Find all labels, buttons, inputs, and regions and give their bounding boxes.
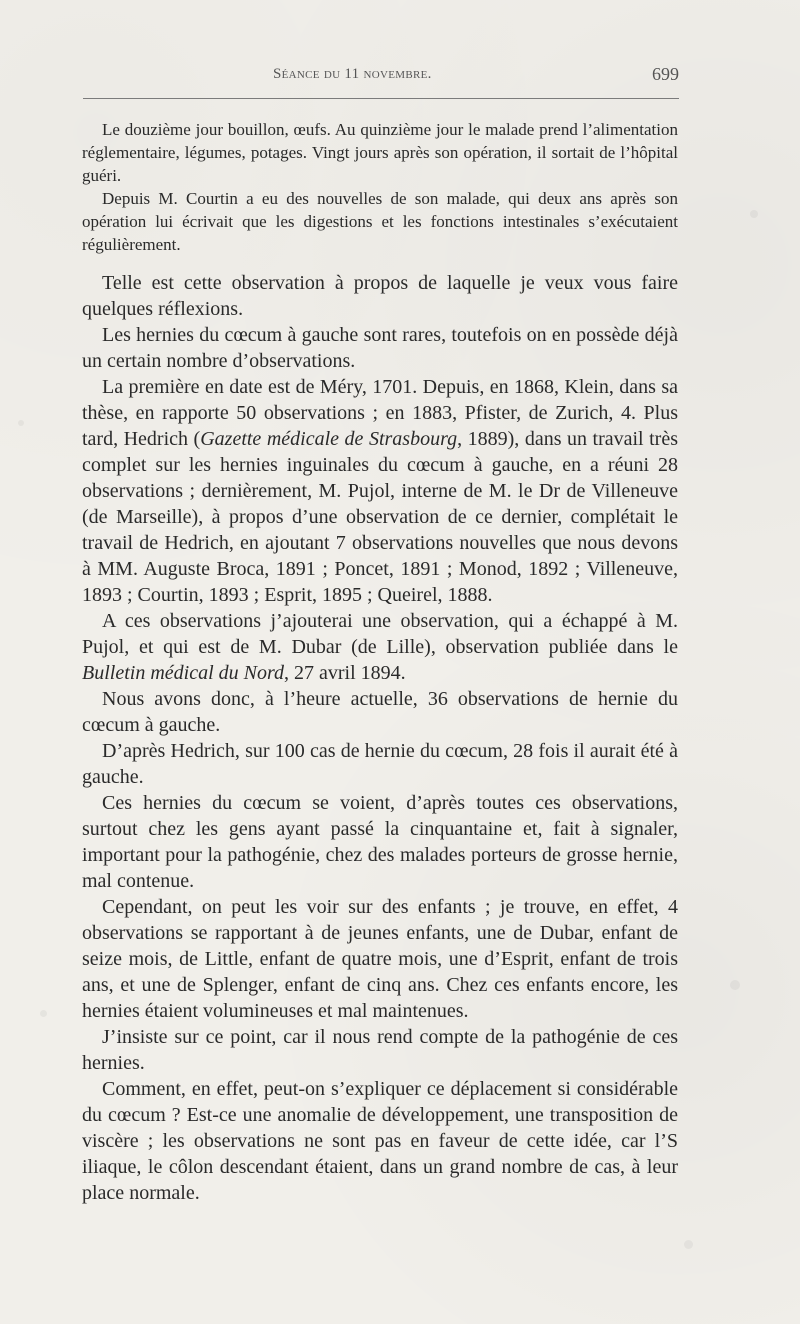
citation-title: Gazette médicale de Strasbourg <box>200 428 458 450</box>
paper-speck <box>750 210 758 218</box>
paragraph-with-citation <box>82 374 678 608</box>
paper-speck <box>18 420 24 426</box>
header-rule <box>83 98 679 99</box>
paragraph: Telle est cette observation à propos de laquelle je veux vous faire quelques réflexions. <box>82 272 678 320</box>
page-header <box>83 62 679 86</box>
citation-title: Bulletin médical du Nord <box>82 662 285 684</box>
intro-paragraph: Depuis M. Courtin a eu des nouvelles de son malade, qui deux ans après son opération lui écrivait que les digestions et les fonctions intestinales s’exécutaient régulièrement. <box>82 189 678 254</box>
paragraph: Ces hernies du cœcum se voient, d’après toutes ces observations, surtout chez les gens ayant passé la cinquantaine et, fait à signaler, important pour la pathogénie, chez des malades porteurs de grosse hernie, mal contenue. <box>82 792 678 892</box>
paragraph-text: La première en date est de Méry, 1701. Depuis, en 1868, Klein, dans sa thèse, en rapporte 50 observations ; en 1883, Pfister, de Zurich, 4. Plus tard, Hedrich ( <box>82 376 678 450</box>
paragraph-text: A ces observations j’ajouterai une observation, qui a échappé à M. Pujol, et qui est de M. Dubar (de Lille), observation publiée dans le <box>82 610 678 658</box>
page-number: 699 <box>652 64 679 84</box>
paragraph-with-citation <box>82 608 678 686</box>
paper-speck <box>730 980 740 990</box>
main-text <box>82 270 678 1206</box>
paragraph: Nous avons donc, à l’heure actuelle, 36 observations de hernie du cœcum à gauche. <box>82 688 678 736</box>
paper-speck <box>684 1240 693 1249</box>
intro-paragraph: Le douzième jour bouillon, œufs. Au quinzième jour le malade prend l’alimentation réglementaire, légumes, potages. Vingt jours après son opération, il sortait de l’hôpital guéri. <box>82 120 678 185</box>
paragraph: Cependant, on peut les voir sur des enfants ; je trouve, en effet, 4 observations se rapportant à de jeunes enfants, une de Dubar, enfant de seize mois, de Little, enfant de quatre mois, une d’Esprit, enfant de trois ans, et une de Splenger, enfant de cinq ans. Chez ces enfants encore, les hernies étaient volumineuses et mal maintenues. <box>82 896 678 1022</box>
paragraph: Les hernies du cœcum à gauche sont rares, toutefois on en possède déjà un certain nombre d’observations. <box>82 324 678 372</box>
paragraph-text: , 27 avril 1894. <box>284 662 406 684</box>
running-title: Séance du 11 novembre. <box>273 66 432 82</box>
paragraph: Comment, en effet, peut-on s’expliquer ce déplacement si considérable du cœcum ? Est-ce une anomalie de développement, une transposition de viscère ; les observations ne sont pas en faveur de cette idée, car l’S iliaque, le côlon descendant étaient, dans un grand nombre de cas, à leur place normale. <box>82 1078 678 1204</box>
paragraph: J’insiste sur ce point, car il nous rend compte de la pathogénie de ces hernies. <box>82 1026 678 1074</box>
paragraph: D’après Hedrich, sur 100 cas de hernie du cœcum, 28 fois il aurait été à gauche. <box>82 740 678 788</box>
intro-section <box>82 118 678 256</box>
paper-speck <box>40 1010 47 1017</box>
paragraph-text: , 1889), dans un travail très complet sur les hernies inguinales du cœcum à gauche, en a réuni 28 observations ; dernièrement, M. Pujol, interne de M. le Dr de Villeneuve (de Marseille), à propos d’une observation de ce dernier, complétait le travail de Hedrich, en ajoutant 7 observations nouvelles que nous devons à MM. Auguste Broca, 1891 ; Poncet, 1891 ; Monod, 1892 ; Villeneuve, 1893 ; Courtin, 1893 ; Esprit, 1895 ; Queirel, 1888. <box>82 428 679 606</box>
